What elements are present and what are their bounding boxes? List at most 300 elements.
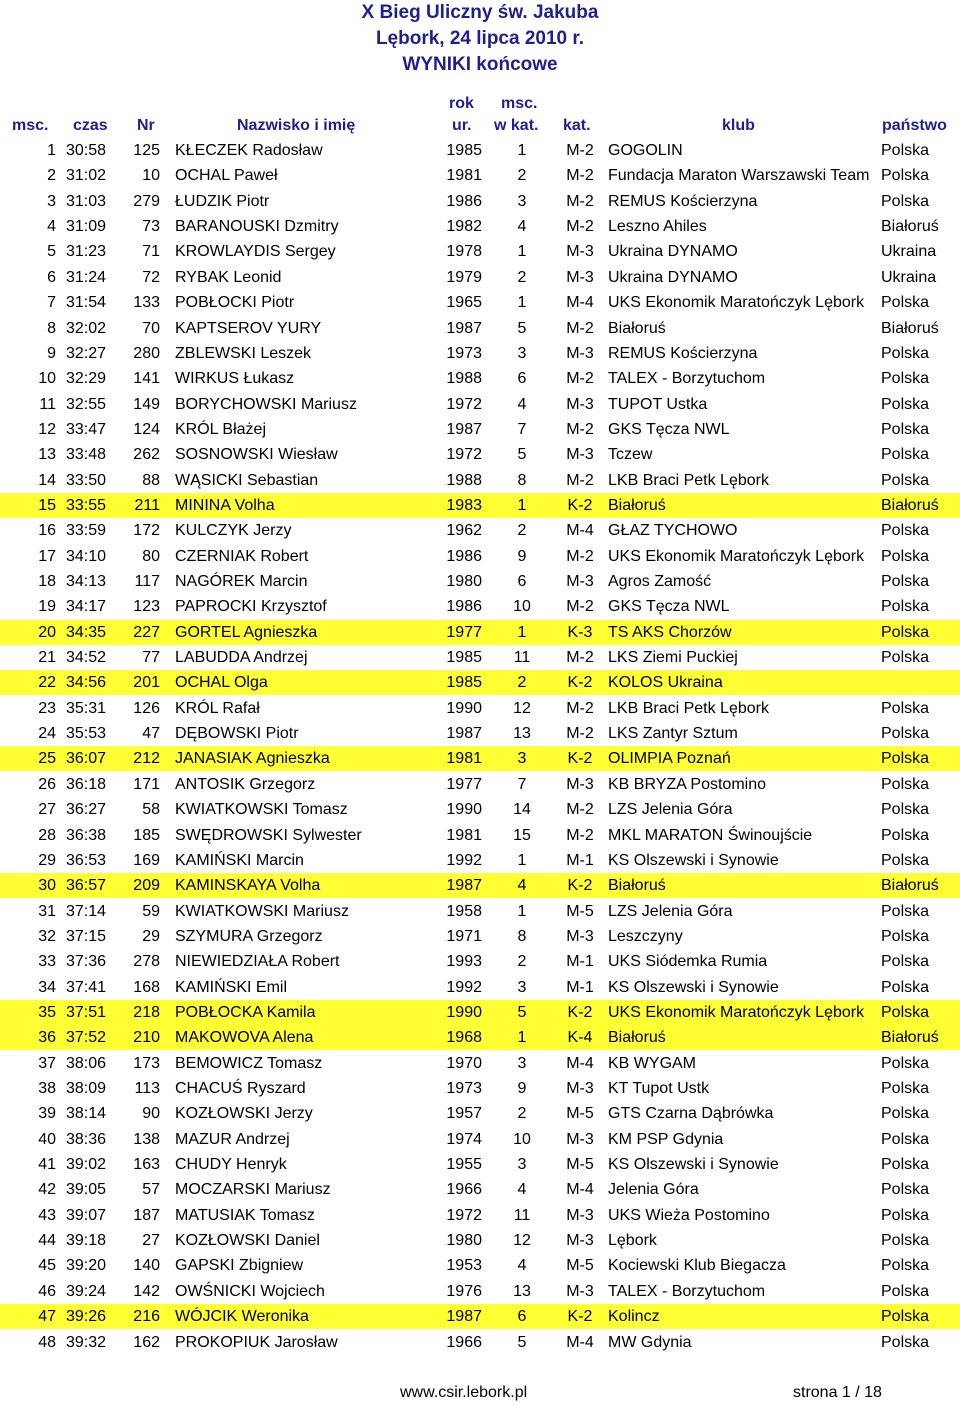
cell-place: 30 [38, 877, 56, 895]
cell-country: Polska [881, 801, 930, 819]
cell-birth-year: 1993 [446, 953, 482, 971]
cell-time: 32:27 [66, 344, 107, 362]
cell-birth-year: 1983 [446, 496, 482, 514]
cell-time: 37:41 [66, 978, 107, 996]
cell-category-place: 5 [517, 1333, 527, 1351]
cell-place: 39 [38, 1105, 56, 1123]
cell-country: Polska [881, 1105, 930, 1123]
cell-club: GTS Czarna Dąbrówka [608, 1105, 774, 1123]
cell-place: 16 [38, 522, 56, 540]
cell-place: 37 [38, 1054, 56, 1072]
cell-name: ANTOSIK Grzegorz [175, 775, 316, 793]
footer-url[interactable]: www.csir.lebork.pl [400, 1384, 528, 1401]
cell-category-place: 4 [517, 395, 527, 413]
cell-category: K-2 [567, 750, 593, 768]
cell-time: 31:02 [66, 167, 107, 185]
cell-category: M-2 [566, 598, 594, 616]
cell-country: Polska [881, 1282, 930, 1300]
table-row [0, 189, 960, 214]
cell-time: 39:05 [66, 1181, 107, 1199]
cell-place: 28 [38, 826, 56, 844]
cell-place: 33 [38, 953, 56, 971]
cell-category: M-3 [566, 1206, 594, 1224]
cell-time: 35:31 [66, 699, 107, 717]
cell-bib: 169 [133, 851, 160, 869]
cell-club: TUPOT Ustka [608, 395, 708, 413]
col-header-rok: rok [449, 95, 474, 112]
cell-category: M-3 [566, 775, 594, 793]
cell-place: 18 [38, 573, 56, 590]
cell-birth-year: 1972 [446, 395, 482, 413]
cell-time: 33:59 [66, 522, 107, 540]
cell-club: KOLOS Ukraina [608, 674, 723, 692]
table-row [0, 417, 960, 442]
table-row [0, 316, 960, 341]
cell-category: K-4 [567, 1029, 593, 1047]
cell-place: 34 [38, 978, 56, 996]
cell-name: KWIATKOWSKI Tomasz [175, 801, 348, 819]
cell-place: 25 [38, 750, 56, 768]
cell-club: GŁAZ TYCHOWO [608, 522, 738, 540]
cell-country: Polska [881, 1054, 930, 1072]
cell-place: 15 [38, 496, 56, 514]
cell-birth-year: 1990 [446, 801, 482, 819]
cell-bib: 73 [142, 218, 160, 236]
cell-category: M-2 [566, 801, 594, 819]
cell-club: Jelenia Góra [608, 1181, 699, 1199]
cell-time: 39:07 [66, 1206, 107, 1224]
cell-club: KT Tupot Ustk [608, 1080, 710, 1097]
table-row [0, 746, 960, 771]
cell-name: OWŚNICKI Wojciech [175, 1282, 325, 1300]
cell-place: 19 [38, 598, 56, 616]
cell-country: Polska [881, 1181, 930, 1199]
cell-category: M-2 [566, 420, 594, 438]
cell-category: K-2 [567, 674, 593, 692]
cell-birth-year: 1968 [446, 1029, 482, 1047]
cell-bib: 142 [133, 1282, 160, 1300]
cell-place: 26 [38, 775, 56, 793]
cell-bib: 171 [133, 775, 160, 793]
cell-bib: 71 [142, 243, 160, 261]
cell-time: 34:17 [66, 598, 107, 616]
cell-country: Polska [881, 725, 930, 743]
cell-name: KRÓL Błażej [175, 420, 266, 438]
cell-club: TALEX - Borzytuchom [608, 370, 766, 388]
cell-bib: 279 [133, 192, 160, 210]
cell-category: M-5 [566, 1156, 594, 1173]
cell-time: 39:18 [66, 1232, 107, 1249]
cell-category-place: 1 [517, 902, 527, 920]
cell-name: JANASIAK Agnieszka [175, 750, 330, 768]
cell-time: 31:23 [66, 243, 107, 261]
cell-birth-year: 1988 [446, 370, 482, 388]
cell-category-place: 4 [517, 1257, 527, 1275]
cell-category-place: 2 [517, 522, 527, 540]
table-row [0, 873, 960, 898]
cell-category: M-2 [566, 142, 594, 159]
cell-birth-year: 1972 [446, 446, 482, 464]
cell-category: M-4 [566, 522, 594, 540]
cell-category-place: 7 [517, 420, 527, 438]
cell-place: 36 [38, 1029, 56, 1047]
cell-country: Polska [881, 902, 930, 920]
cell-category: M-2 [566, 699, 594, 717]
cell-place: 27 [38, 801, 56, 819]
col-header-msc: msc. [12, 117, 49, 134]
cell-club: Lębork [608, 1232, 657, 1249]
cell-time: 39:26 [66, 1308, 107, 1326]
cell-country: Polska [881, 142, 930, 159]
cell-bib: 168 [133, 978, 160, 996]
col-header-ur: ur. [452, 117, 472, 134]
cell-country: Polska [881, 547, 930, 565]
cell-time: 38:36 [66, 1130, 107, 1148]
cell-category-place: 4 [517, 1181, 527, 1199]
cell-time: 34:10 [66, 547, 107, 565]
cell-name: WÓJCIK Weronika [175, 1308, 309, 1326]
cell-birth-year: 1982 [446, 218, 482, 236]
cell-country: Polska [881, 775, 930, 793]
cell-club: Białoruś [608, 1029, 666, 1047]
cell-name: OCHAL Olga [175, 674, 268, 692]
cell-club: KB WYGAM [608, 1054, 697, 1072]
cell-club: REMUS Kościerzyna [608, 192, 758, 210]
cell-category-place: 4 [517, 218, 527, 236]
cell-birth-year: 1986 [446, 192, 482, 210]
cell-category-place: 1 [517, 243, 527, 261]
cell-time: 36:53 [66, 851, 107, 869]
cell-category-place: 4 [517, 877, 527, 895]
cell-name: KULCZYK Jerzy [175, 522, 292, 540]
cell-category-place: 5 [517, 446, 527, 464]
cell-category-place: 5 [517, 1003, 527, 1021]
cell-time: 37:51 [66, 1003, 107, 1021]
table-row [0, 1152, 960, 1177]
cell-country: Polska [881, 420, 930, 438]
cell-place: 17 [38, 547, 56, 565]
cell-category-place: 12 [513, 699, 531, 717]
cell-name: KOZŁOWSKI Daniel [175, 1232, 320, 1249]
cell-name: KAMIŃSKI Emil [175, 978, 288, 996]
cell-club: KS Olszewski i Synowie [608, 1156, 779, 1173]
cell-category-place: 10 [513, 598, 531, 616]
cell-time: 39:32 [66, 1333, 107, 1351]
cell-place: 13 [38, 446, 56, 464]
cell-category: M-1 [566, 978, 594, 996]
cell-bib: 162 [133, 1333, 160, 1351]
cell-birth-year: 1987 [446, 1308, 482, 1326]
cell-place: 6 [47, 268, 56, 286]
cell-category: M-3 [566, 268, 594, 286]
cell-time: 33:47 [66, 420, 107, 438]
table-row [0, 1279, 960, 1304]
cell-name: SZYMURA Grzegorz [175, 927, 323, 945]
table-row [0, 620, 960, 645]
cell-category-place: 12 [513, 1232, 531, 1249]
cell-name: BEMOWICZ Tomasz [175, 1054, 323, 1072]
cell-category: M-2 [566, 826, 594, 844]
cell-category-place: 3 [517, 750, 527, 768]
cell-bib: 210 [133, 1029, 160, 1047]
table-row [0, 518, 960, 543]
table-row [0, 924, 960, 949]
cell-place: 1 [47, 142, 56, 159]
cell-place: 14 [38, 471, 56, 489]
cell-time: 34:35 [66, 623, 107, 641]
cell-place: 24 [38, 725, 56, 743]
cell-name: KROWLAYDIS Sergey [175, 243, 336, 261]
cell-time: 35:53 [66, 725, 107, 743]
cell-category-place: 7 [517, 775, 527, 793]
cell-club: UKS Ekonomik Maratończyk Lębork [608, 547, 865, 565]
cell-category-place: 9 [517, 547, 527, 565]
cell-category: M-2 [566, 649, 594, 666]
cell-club: REMUS Kościerzyna [608, 344, 758, 362]
cell-club: LZS Jelenia Góra [608, 902, 733, 920]
cell-bib: 216 [133, 1308, 160, 1326]
cell-name: MAKOWOVA Alena [175, 1029, 314, 1047]
cell-club: UKS Ekonomik Maratończyk Lębork [608, 294, 865, 312]
cell-country: Polska [881, 573, 930, 590]
cell-bib: 47 [142, 725, 160, 743]
cell-country: Polska [881, 1308, 930, 1326]
table-row [0, 1101, 960, 1126]
cell-category-place: 5 [517, 319, 527, 337]
cell-category: K-3 [567, 623, 593, 641]
table-row [0, 975, 960, 1000]
cell-birth-year: 1987 [446, 877, 482, 895]
cell-time: 38:14 [66, 1105, 107, 1123]
cell-name: CHUDY Henryk [175, 1156, 287, 1173]
cell-birth-year: 1970 [446, 1054, 482, 1072]
cell-birth-year: 1955 [446, 1156, 482, 1173]
cell-time: 33:55 [66, 496, 107, 514]
cell-birth-year: 1985 [446, 142, 482, 159]
cell-time: 36:07 [66, 750, 107, 768]
cell-place: 35 [38, 1003, 56, 1021]
cell-category-place: 6 [517, 573, 527, 590]
cell-country: Polska [881, 344, 930, 362]
table-row [0, 696, 960, 721]
cell-place: 48 [38, 1333, 56, 1351]
cell-place: 46 [38, 1282, 56, 1300]
table-row [0, 493, 960, 518]
cell-club: MKL MARATON Świnoujście [608, 826, 813, 844]
cell-birth-year: 1958 [446, 902, 482, 920]
cell-name: KWIATKOWSKI Mariusz [175, 902, 349, 920]
cell-name: MATUSIAK Tomasz [175, 1206, 315, 1224]
table-row [0, 848, 960, 873]
cell-bib: 77 [142, 649, 160, 666]
cell-category: M-2 [566, 218, 594, 236]
cell-club: Agros Zamość [608, 573, 712, 590]
cell-birth-year: 1973 [446, 1080, 482, 1097]
cell-bib: 27 [142, 1232, 160, 1249]
cell-category-place: 14 [513, 801, 531, 819]
cell-category: K-2 [567, 496, 593, 514]
cell-bib: 80 [142, 547, 160, 565]
cell-bib: 173 [133, 1054, 160, 1072]
cell-place: 12 [38, 420, 56, 438]
cell-place: 22 [38, 674, 56, 692]
event-date: Lębork, 24 lipca 2010 r. [375, 28, 585, 49]
cell-bib: 280 [133, 344, 160, 362]
cell-name: KAPTSEROV YURY [175, 319, 322, 337]
table-row [0, 1203, 960, 1228]
cell-time: 36:18 [66, 775, 107, 793]
table-row [0, 1228, 960, 1253]
cell-time: 34:13 [66, 573, 107, 590]
cell-country: Polska [881, 978, 930, 996]
col-header-nr: Nr [137, 117, 155, 134]
cell-birth-year: 1972 [446, 1206, 482, 1224]
col-header-msc-kat: msc. [501, 95, 538, 112]
cell-country: Polska [881, 1080, 930, 1097]
cell-name: RYBAK Leonid [175, 268, 282, 286]
cell-birth-year: 1979 [446, 268, 482, 286]
table-row [0, 265, 960, 290]
cell-category: M-5 [566, 1105, 594, 1123]
cell-club: LZS Jelenia Góra [608, 801, 733, 819]
cell-category: K-2 [567, 1003, 593, 1021]
cell-category-place: 1 [517, 623, 527, 641]
cell-birth-year: 1980 [446, 1232, 482, 1249]
cell-bib: 123 [133, 598, 160, 616]
cell-place: 5 [47, 243, 56, 261]
cell-birth-year: 1977 [446, 623, 482, 641]
cell-category: M-3 [566, 243, 594, 261]
cell-club: LKS Ziemi Puckiej [608, 649, 738, 666]
cell-club: LKB Braci Petk Lębork [608, 699, 769, 717]
cell-place: 31 [38, 902, 56, 920]
table-row [0, 239, 960, 264]
cell-club: TS AKS Chorzów [608, 623, 732, 641]
cell-club: Ukraina DYNAMO [608, 243, 738, 261]
cell-name: WĄSICKI Sebastian [175, 471, 319, 489]
cell-place: 38 [38, 1080, 56, 1097]
cell-name: NIEWIEDZIAŁA Robert [175, 953, 340, 971]
cell-bib: 163 [133, 1156, 160, 1173]
cell-name: PROKOPIUK Jarosław [175, 1333, 338, 1351]
cell-club: GKS Tęcza NWL [608, 598, 730, 616]
cell-bib: 218 [133, 1003, 160, 1021]
cell-bib: 57 [142, 1181, 160, 1199]
cell-bib: 141 [133, 370, 160, 388]
cell-place: 23 [38, 699, 56, 717]
table-row [0, 1253, 960, 1278]
cell-country: Polska [881, 192, 930, 210]
cell-place: 32 [38, 927, 56, 945]
cell-bib: 278 [133, 953, 160, 971]
cell-birth-year: 1986 [446, 547, 482, 565]
cell-category-place: 9 [517, 1080, 527, 1097]
cell-bib: 124 [133, 420, 160, 438]
cell-bib: 90 [142, 1105, 160, 1123]
cell-time: 34:52 [66, 649, 107, 666]
cell-bib: 172 [133, 522, 160, 540]
cell-place: 4 [47, 218, 56, 236]
cell-time: 37:52 [66, 1029, 107, 1047]
cell-category: M-2 [566, 547, 594, 565]
table-row [0, 138, 960, 163]
footer-page-number: strona 1 / 18 [793, 1384, 882, 1401]
cell-birth-year: 1977 [446, 775, 482, 793]
cell-country: Białoruś [881, 319, 939, 337]
cell-birth-year: 1990 [446, 699, 482, 717]
cell-country: Polska [881, 522, 930, 540]
table-row [0, 1025, 960, 1050]
cell-category: M-3 [566, 927, 594, 945]
cell-country: Białoruś [881, 496, 939, 514]
cell-time: 36:27 [66, 801, 107, 819]
cell-category-place: 15 [513, 826, 531, 844]
cell-bib: 211 [134, 496, 160, 514]
cell-country: Polska [881, 623, 930, 641]
col-header-name: Nazwisko i imię [237, 117, 356, 134]
cell-place: 45 [38, 1257, 56, 1275]
cell-club: Białoruś [608, 877, 666, 895]
table-row [0, 1177, 960, 1202]
cell-category: K-2 [567, 877, 593, 895]
cell-time: 31:24 [66, 268, 107, 286]
cell-time: 30:58 [66, 142, 107, 159]
cell-club: KM PSP Gdynia [608, 1130, 724, 1148]
cell-club: LKS Zantyr Sztum [608, 725, 738, 743]
cell-country: Polska [881, 1257, 930, 1275]
col-header-klub: klub [722, 117, 755, 134]
cell-name: GAPSKI Zbigniew [175, 1257, 304, 1275]
cell-name: OCHAL Paweł [175, 167, 278, 185]
cell-country: Polska [881, 953, 930, 971]
cell-country: Polska [881, 1232, 930, 1249]
cell-name: LABUDDA Andrzej [175, 649, 308, 666]
cell-name: KŁECZEK Radosław [175, 142, 323, 159]
cell-club: UKS Wieża Postomino [608, 1206, 770, 1224]
cell-place: 44 [38, 1232, 56, 1249]
table-row [0, 721, 960, 746]
cell-place: 47 [38, 1308, 56, 1326]
cell-name: CZERNIAK Robert [175, 547, 309, 565]
table-row [0, 1076, 960, 1101]
cell-category-place: 6 [517, 370, 527, 388]
cell-birth-year: 1992 [446, 851, 482, 869]
cell-club: UKS Siódemka Rumia [608, 953, 768, 971]
cell-club: TALEX - Borzytuchom [608, 1282, 766, 1300]
table-row [0, 468, 960, 493]
table-row [0, 290, 960, 315]
cell-country: Polska [881, 294, 930, 312]
cell-birth-year: 1971 [446, 927, 482, 945]
table-row [0, 163, 960, 188]
cell-time: 39:02 [66, 1156, 107, 1173]
cell-category: M-3 [566, 395, 594, 413]
cell-bib: 117 [134, 573, 160, 590]
cell-category-place: 2 [517, 268, 527, 286]
cell-country: Białoruś [881, 218, 939, 236]
cell-birth-year: 1981 [446, 167, 482, 185]
cell-place: 7 [47, 294, 56, 312]
cell-name: BORYCHOWSKI Mariusz [175, 395, 357, 413]
table-row [0, 645, 960, 670]
cell-club: KS Olszewski i Synowie [608, 851, 779, 869]
cell-category: M-5 [566, 1257, 594, 1275]
cell-category-place: 8 [517, 927, 527, 945]
cell-bib: 187 [133, 1206, 160, 1224]
cell-name: ZBLEWSKI Leszek [175, 344, 312, 362]
cell-time: 33:48 [66, 446, 107, 464]
cell-name: MININA Volha [175, 496, 275, 514]
